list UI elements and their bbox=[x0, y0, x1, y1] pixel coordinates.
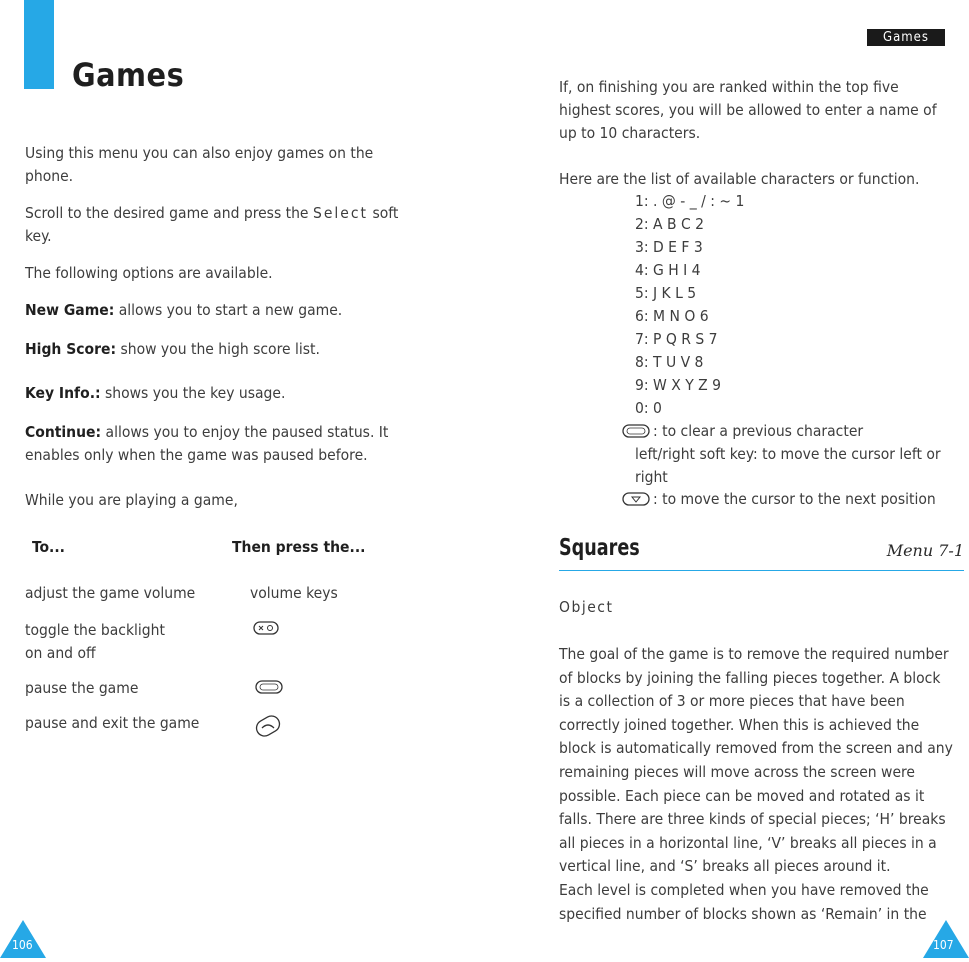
list-item: 6: M N O 6 bbox=[635, 307, 709, 325]
option-high-score: High Score: show you the high score list. bbox=[25, 340, 320, 358]
clear-key-icon bbox=[622, 423, 650, 442]
accent-bar bbox=[24, 0, 54, 89]
while-playing-text: While you are playing a game, bbox=[25, 491, 238, 509]
list-item: 2: A B C 2 bbox=[635, 215, 704, 233]
list-item: 0: 0 bbox=[635, 399, 662, 417]
char-list bbox=[635, 190, 744, 420]
list-item: 5: J K L 5 bbox=[635, 284, 697, 302]
option-continue: Continue: allows you to enjoy the paused status. It enables only when the game was paused before. bbox=[25, 423, 389, 464]
table-row-action: pause the game bbox=[25, 679, 139, 697]
table-row-action: toggle the backlight on and off bbox=[25, 621, 165, 662]
scroll-instruction: Scroll to the desired game and press the Select soft key. bbox=[25, 204, 399, 245]
menu-reference: Menu 7-1 bbox=[886, 541, 964, 560]
backlight-key-icon bbox=[253, 620, 279, 640]
options-intro: The following options are available. bbox=[25, 264, 273, 282]
list-item: 8: T U V 8 bbox=[635, 353, 704, 371]
clear-key-icon bbox=[255, 679, 283, 698]
page-number-right: 107 bbox=[933, 938, 954, 952]
down-key-text: : to move the cursor to the next position bbox=[653, 490, 936, 508]
goal-paragraph: The goal of the game is to remove the required number of blocks by joining the falling pieces together. A block is a collection of 3 or more pieces that have been correctly joined together. When this is achieved the block is automatically removed from the screen and any remaining pieces will move across the screen were possible. Each piece can be moved and rotated as it falls. There are three kinds of special pieces; ‘H’ breaks all pieces in a horizontal line, ‘V’ breaks all pieces in a vertical line, and ‘S’ breaks all pieces around it. Each level is completed when you have removed the specified number of blocks shown as ‘Remain’ in the bbox=[559, 645, 953, 923]
char-list-intro: Here are the list of available characters or function. bbox=[559, 170, 920, 188]
down-key-icon bbox=[622, 491, 650, 510]
list-item: 3: D E F 3 bbox=[635, 238, 703, 256]
intro-paragraph: If, on finishing you are ranked within the top five highest scores, you will be allowed to enter a name of up to 10 characters. bbox=[559, 78, 937, 142]
object-label: Object bbox=[559, 598, 614, 616]
section-divider bbox=[559, 570, 964, 571]
clear-key-text: : to clear a previous character bbox=[653, 422, 864, 440]
table-row-action: adjust the game volume bbox=[25, 584, 196, 602]
list-item: 7: P Q R S 7 bbox=[635, 330, 718, 348]
page-title: Games bbox=[72, 56, 185, 94]
section-title: Squares bbox=[559, 535, 640, 561]
select-key-label: Select bbox=[312, 204, 368, 222]
softkey-text: left/right soft key: to move the cursor left or right bbox=[635, 445, 941, 486]
table-header-press: Then press the... bbox=[232, 538, 366, 556]
table-row-key: volume keys bbox=[250, 584, 338, 602]
option-key-info: Key Info.: shows you the key usage. bbox=[25, 384, 286, 402]
header-tab: Games bbox=[867, 29, 945, 46]
list-item: 9: W X Y Z 9 bbox=[635, 376, 721, 394]
page-number-left: 106 bbox=[12, 938, 33, 952]
intro-paragraph: Using this menu you can also enjoy games on the phone. bbox=[25, 144, 374, 185]
table-header-to: To... bbox=[32, 538, 65, 556]
option-new-game: New Game: allows you to start a new game. bbox=[25, 301, 343, 319]
list-item: 1: . @ - _ / : ~ 1 bbox=[635, 192, 745, 210]
end-key-icon bbox=[254, 712, 282, 744]
table-row-action: pause and exit the game bbox=[25, 714, 200, 732]
list-item: 4: G H I 4 bbox=[635, 261, 701, 279]
